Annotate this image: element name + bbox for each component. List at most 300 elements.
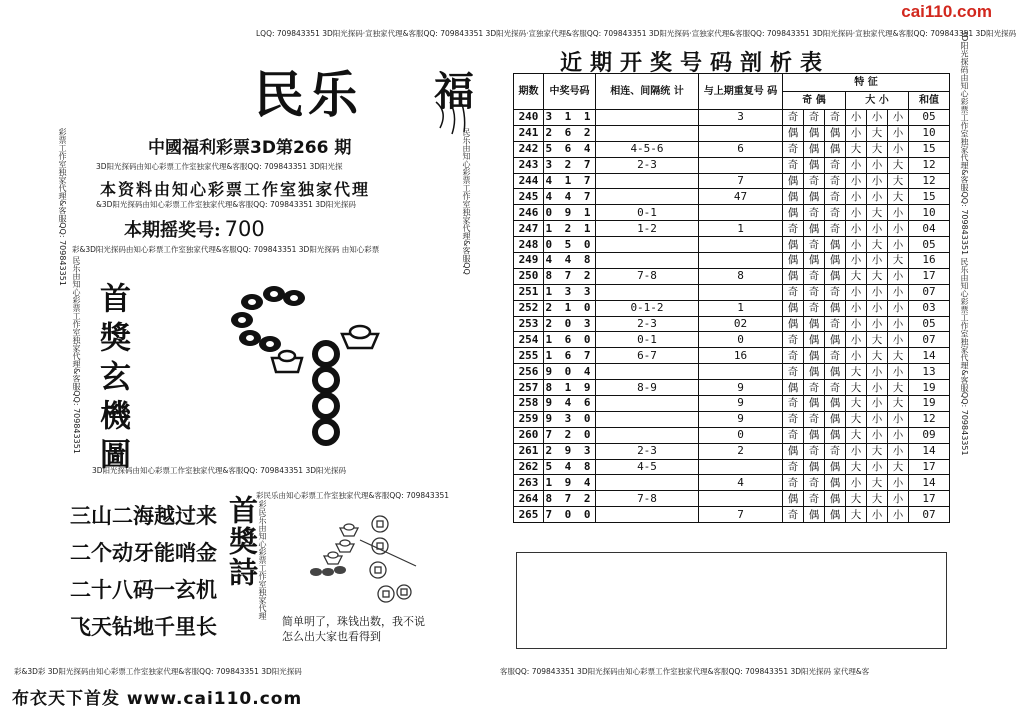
issue-cell: 245 [514, 189, 544, 205]
big-small-cell: 小 [888, 125, 909, 141]
header-sum: 和值 [909, 92, 950, 110]
repeat-cell [699, 253, 783, 269]
issue-cell: 243 [514, 157, 544, 173]
repeat-cell [699, 125, 783, 141]
repeat-cell: 02 [699, 316, 783, 332]
table-row [514, 411, 950, 427]
odd-even-cell: 奇 [825, 284, 846, 300]
odd-even-cell: 奇 [825, 205, 846, 221]
big-small-cell: 大 [867, 475, 888, 491]
big-small-cell: 小 [888, 221, 909, 237]
issue-cell: 252 [514, 300, 544, 316]
odd-even-cell: 偶 [804, 189, 825, 205]
odd-even-cell: 奇 [783, 110, 804, 126]
repeat-cell: 2 [699, 443, 783, 459]
big-small-cell: 小 [867, 284, 888, 300]
big-small-cell: 大 [867, 491, 888, 507]
winning-number-cell: 2 1 0 [545, 301, 594, 315]
odd-even-cell: 偶 [804, 348, 825, 364]
table-row [514, 221, 950, 237]
odd-even-cell: 偶 [825, 332, 846, 348]
poem-block [70, 498, 217, 646]
big-small-cell: 小 [846, 284, 867, 300]
big-small-cell: 小 [867, 507, 888, 523]
odd-even-cell: 奇 [783, 427, 804, 443]
winning-number-cell: 5 6 4 [545, 142, 594, 156]
big-small-cell: 大 [846, 427, 867, 443]
odd-even-cell: 奇 [783, 221, 804, 237]
winning-number-cell: 9 4 6 [545, 396, 594, 410]
table-row [514, 110, 950, 126]
title-minle: 民乐 [254, 65, 362, 124]
big-small-cell: 小 [888, 141, 909, 157]
adjacent-cell [596, 253, 699, 269]
odd-even-cell: 偶 [783, 491, 804, 507]
jackpot-mystery-illustration [226, 282, 386, 452]
header-odd-even: 奇 偶 [783, 92, 846, 110]
odd-even-cell: 偶 [825, 475, 846, 491]
big-small-cell: 小 [888, 300, 909, 316]
adjacent-cell [596, 364, 699, 380]
adjacent-cell [596, 110, 699, 126]
sum-cell: 15 [909, 189, 950, 205]
repeat-cell: 0 [699, 427, 783, 443]
issue-cell: 256 [514, 364, 544, 380]
winning-number-cell: 8 1 9 [545, 380, 594, 394]
sum-cell: 14 [909, 443, 950, 459]
table-row [514, 396, 950, 412]
big-small-cell: 大 [867, 141, 888, 157]
sum-cell: 05 [909, 316, 950, 332]
adjacent-cell: 8-9 [596, 380, 699, 396]
odd-even-cell: 偶 [783, 173, 804, 189]
table-row [514, 300, 950, 316]
issue-cell: 255 [514, 348, 544, 364]
big-small-cell: 大 [888, 380, 909, 396]
ad-band-image-bottom: 3D阳光探码由知心彩票工作室独家代理&客服QQ: 709843351 3D阳光探码 [92, 466, 346, 475]
odd-even-cell: 偶 [804, 396, 825, 412]
odd-even-cell: 偶 [783, 189, 804, 205]
big-small-cell: 小 [846, 189, 867, 205]
adjacent-cell [596, 396, 699, 412]
odd-even-cell: 奇 [825, 110, 846, 126]
table-row [514, 380, 950, 396]
odd-even-cell: 奇 [825, 348, 846, 364]
repeat-cell [699, 459, 783, 475]
odd-even-cell: 偶 [825, 300, 846, 316]
header-big-small: 大 小 [846, 92, 909, 110]
odd-even-cell: 偶 [783, 237, 804, 253]
big-small-cell: 大 [846, 268, 867, 284]
big-small-cell: 小 [888, 411, 909, 427]
odd-even-cell: 奇 [804, 491, 825, 507]
odd-even-cell: 偶 [804, 157, 825, 173]
big-small-cell: 大 [867, 332, 888, 348]
poem-coin-illustration [296, 510, 446, 610]
odd-even-cell: 偶 [804, 427, 825, 443]
big-small-cell: 小 [846, 125, 867, 141]
odd-even-cell: 奇 [825, 380, 846, 396]
issue-cell: 259 [514, 411, 544, 427]
odd-even-cell: 偶 [825, 459, 846, 475]
winning-number-cell: 9 3 0 [545, 412, 594, 426]
header-features: 特 征 [783, 74, 950, 92]
adjacent-cell: 4-5-6 [596, 141, 699, 157]
odd-even-cell: 偶 [804, 253, 825, 269]
big-small-cell: 大 [867, 443, 888, 459]
sum-cell: 12 [909, 411, 950, 427]
big-small-cell: 小 [867, 380, 888, 396]
odd-even-cell: 偶 [804, 221, 825, 237]
adjacent-cell [596, 173, 699, 189]
table-title: 近期开奖号码剖析表 [560, 50, 831, 76]
adjacent-cell [596, 189, 699, 205]
big-small-cell: 小 [846, 332, 867, 348]
fu-decoration-tassel [428, 98, 472, 138]
big-small-cell: 大 [888, 157, 909, 173]
sum-cell: 10 [909, 205, 950, 221]
big-small-cell: 大 [846, 141, 867, 157]
repeat-cell [699, 237, 783, 253]
big-small-cell: 小 [888, 332, 909, 348]
table-row [514, 443, 950, 459]
winning-number-cell: 2 0 3 [545, 317, 594, 331]
odd-even-cell: 奇 [825, 189, 846, 205]
big-small-cell: 大 [888, 396, 909, 412]
table-header-row [514, 74, 950, 92]
sum-cell: 07 [909, 507, 950, 523]
blank-notes-box [516, 552, 947, 649]
ad-band-lower: &3D阳光探码由知心彩票工作室独家代理&客服QQ: 709843351 3D阳光探码 [96, 200, 356, 209]
odd-even-cell: 奇 [804, 205, 825, 221]
odd-even-cell: 奇 [783, 141, 804, 157]
odd-even-cell: 奇 [783, 475, 804, 491]
sum-cell: 16 [909, 253, 950, 269]
sum-cell: 15 [909, 141, 950, 157]
odd-even-cell: 奇 [804, 268, 825, 284]
site-url[interactable]: cai110.com [901, 2, 992, 21]
table-row [514, 475, 950, 491]
sum-cell: 07 [909, 332, 950, 348]
big-small-cell: 大 [888, 253, 909, 269]
big-small-cell: 大 [867, 348, 888, 364]
repeat-cell [699, 491, 783, 507]
odd-even-cell: 奇 [804, 475, 825, 491]
odd-even-cell: 偶 [825, 507, 846, 523]
bottom-right-ad-strip: 客服QQ: 709843351 3D阳光探码由知心彩票工作室独家代理&客服QQ: 709843351 3D阳光探码 家代理&客 [500, 667, 870, 676]
issue-cell: 240 [514, 110, 544, 126]
vertical-ad-strip-left: 彩票工作室独家代理&客服QQ: 709843351 [58, 128, 67, 286]
big-small-cell: 小 [846, 475, 867, 491]
adjacent-cell: 7-8 [596, 268, 699, 284]
sum-cell: 12 [909, 157, 950, 173]
repeat-cell: 1 [699, 300, 783, 316]
issue-cell: 249 [514, 253, 544, 269]
ad-band-mid: 彩&3D阳光探码由知心彩票工作室独家代理&客服QQ: 709843351 3D阳光探码 由知心彩票 [72, 245, 380, 254]
big-small-cell: 大 [846, 380, 867, 396]
adjacent-cell: 2-3 [596, 157, 699, 173]
header-adjacent: 相连、间隔统 计 [596, 74, 699, 110]
repeat-cell: 8 [699, 268, 783, 284]
odd-even-cell: 奇 [783, 507, 804, 523]
table-row [514, 189, 950, 205]
poem-note-line: 怎么出大家也看得到 [282, 630, 381, 643]
big-small-cell: 大 [846, 364, 867, 380]
odd-even-cell: 偶 [804, 507, 825, 523]
big-small-cell: 小 [867, 253, 888, 269]
winning-number-cell: 3 1 1 [545, 110, 594, 124]
adjacent-cell: 0-1 [596, 332, 699, 348]
big-small-cell: 小 [888, 443, 909, 459]
header-number: 中奖号码 [544, 74, 596, 110]
big-small-cell: 小 [888, 110, 909, 126]
big-small-cell: 小 [846, 205, 867, 221]
table-body [514, 110, 950, 523]
winning-number-cell: 8 7 2 [545, 491, 594, 505]
odd-even-cell: 奇 [783, 284, 804, 300]
odd-even-cell: 偶 [825, 396, 846, 412]
poem-note [282, 614, 425, 644]
big-small-cell: 小 [867, 157, 888, 173]
odd-even-cell: 奇 [804, 443, 825, 459]
repeat-cell: 7 [699, 173, 783, 189]
top-ad-strip: LQQ: 709843351 3D阳光探码·宣独家代理&客服QQ: 709843351 3D阳光探码·宣独家代理&客服QQ: 709843351 3D阳光探码·宣独家代理&客服QQ: 709843351 3D阳光探码·宣独家代理&客服QQ: 709843351 3D阳光探码 [256, 29, 1016, 38]
sum-cell: 12 [909, 173, 950, 189]
odd-even-cell: 偶 [825, 253, 846, 269]
odd-even-cell: 偶 [783, 316, 804, 332]
odd-even-cell: 奇 [825, 221, 846, 237]
big-small-cell: 小 [867, 300, 888, 316]
big-small-cell: 小 [867, 459, 888, 475]
table-row [514, 253, 950, 269]
big-small-cell: 小 [846, 316, 867, 332]
big-small-cell: 小 [867, 411, 888, 427]
big-small-cell: 大 [867, 205, 888, 221]
vertical-ad-strip-left-inner: 民乐由知心彩票工作室独家代理&客服QQ: 709843351 [72, 256, 81, 454]
issue-cell: 261 [514, 443, 544, 459]
winning-number-cell: 4 4 7 [545, 189, 594, 203]
big-small-cell: 大 [888, 189, 909, 205]
odd-even-cell: 奇 [783, 396, 804, 412]
bottom-ad-strip: 彩&3D彩 3D阳光探码由知心彩票工作室独家代理&客服QQ: 709843351 3D阳光探码 [14, 667, 302, 676]
odd-even-cell: 偶 [825, 364, 846, 380]
repeat-cell: 3 [699, 110, 783, 126]
adjacent-cell: 1-2 [596, 221, 699, 237]
issue-cell: 265 [514, 507, 544, 523]
issue-line: 中國福利彩票3D第266 期 [148, 138, 352, 158]
draw-number-value: 700 [224, 217, 265, 241]
winning-number-cell: 1 2 1 [545, 221, 594, 235]
issue-cell: 257 [514, 380, 544, 396]
ad-band-poem: 彩民乐由知心彩票工作室独家代理&客服QQ: 709843351 [256, 491, 450, 500]
draw-number-line [124, 216, 265, 242]
table-row [514, 157, 950, 173]
poem-title: 首奬詩 [225, 495, 259, 588]
repeat-cell: 4 [699, 475, 783, 491]
odd-even-cell: 奇 [825, 443, 846, 459]
odd-even-cell: 偶 [825, 268, 846, 284]
fu-character: 福 [434, 68, 474, 115]
odd-even-cell: 奇 [804, 237, 825, 253]
repeat-cell: 1 [699, 221, 783, 237]
header-issue: 期数 [514, 74, 544, 110]
winning-number-cell: 7 0 0 [545, 507, 594, 521]
vertical-ad-strip-poem: 彩民乐由知心彩票工作室独家代理 [258, 500, 267, 620]
adjacent-cell: 7-8 [596, 491, 699, 507]
table-row [514, 316, 950, 332]
issue-cell: 250 [514, 268, 544, 284]
odd-even-cell: 偶 [783, 253, 804, 269]
big-small-cell: 小 [888, 491, 909, 507]
table-row [514, 284, 950, 300]
issue-cell: 241 [514, 125, 544, 141]
odd-even-cell: 奇 [804, 284, 825, 300]
repeat-cell [699, 364, 783, 380]
repeat-cell [699, 284, 783, 300]
repeat-cell: 47 [699, 189, 783, 205]
big-small-cell: 大 [846, 459, 867, 475]
coin-column [315, 343, 337, 443]
vertical-title-jackpot-chart: 首獎玄機圖 [94, 282, 130, 477]
big-small-cell: 小 [867, 110, 888, 126]
table-row [514, 507, 950, 523]
table-row [514, 459, 950, 475]
odd-even-cell: 偶 [783, 300, 804, 316]
issue-cell: 248 [514, 237, 544, 253]
big-small-cell: 小 [888, 316, 909, 332]
sum-cell: 17 [909, 268, 950, 284]
issue-cell: 262 [514, 459, 544, 475]
issue-cell: 251 [514, 284, 544, 300]
odd-even-cell: 偶 [783, 205, 804, 221]
winning-number-cell: 2 6 2 [545, 126, 594, 140]
big-small-cell: 小 [888, 364, 909, 380]
issue-cell: 244 [514, 173, 544, 189]
winning-number-cell: 0 5 0 [545, 237, 594, 251]
coin-arc [231, 286, 305, 352]
table-row [514, 427, 950, 443]
odd-even-cell: 偶 [825, 427, 846, 443]
odd-even-cell: 偶 [783, 443, 804, 459]
odd-even-cell: 偶 [804, 141, 825, 157]
odd-even-cell: 奇 [804, 110, 825, 126]
adjacent-cell [596, 507, 699, 523]
adjacent-cell: 2-3 [596, 443, 699, 459]
sum-cell: 17 [909, 491, 950, 507]
vertical-ad-strip-mid: 民乐由知心彩票工作室独家代理&客服QQ [462, 128, 471, 275]
sum-cell: 07 [909, 284, 950, 300]
sum-cell: 04 [909, 221, 950, 237]
big-small-cell: 小 [867, 221, 888, 237]
big-small-cell: 小 [867, 396, 888, 412]
repeat-cell [699, 205, 783, 221]
issue-cell: 254 [514, 332, 544, 348]
poem-line: 飞天钻地千里长 [70, 615, 217, 639]
header-repeat: 与上期重复号 码 [699, 74, 783, 110]
poem-line: 三山二海越过来 [70, 504, 217, 528]
footer-brand: 布衣天下首发 www.cai110.com [12, 689, 303, 709]
table-row [514, 491, 950, 507]
winning-number-cell: 7 2 0 [545, 428, 594, 442]
sum-cell: 05 [909, 237, 950, 253]
odd-even-cell: 奇 [804, 300, 825, 316]
table-row [514, 205, 950, 221]
winning-number-cell: 1 6 0 [545, 332, 594, 346]
big-small-cell: 小 [888, 237, 909, 253]
adjacent-cell: 0-1 [596, 205, 699, 221]
odd-even-cell: 奇 [804, 380, 825, 396]
odd-even-cell: 偶 [825, 411, 846, 427]
sum-cell: 14 [909, 348, 950, 364]
table-row [514, 173, 950, 189]
sum-cell: 13 [909, 364, 950, 380]
adjacent-cell [596, 125, 699, 141]
odd-even-cell: 奇 [825, 173, 846, 189]
big-small-cell: 小 [846, 157, 867, 173]
sum-cell: 19 [909, 396, 950, 412]
poem-note-line: 简单明了，珠钱出数，我不说 [282, 615, 425, 628]
big-small-cell: 小 [846, 237, 867, 253]
table-row [514, 332, 950, 348]
odd-even-cell: 偶 [783, 125, 804, 141]
issue-cell: 264 [514, 491, 544, 507]
big-small-cell: 小 [846, 348, 867, 364]
big-small-cell: 小 [846, 300, 867, 316]
odd-even-cell: 偶 [825, 491, 846, 507]
winning-number-cell: 4 1 7 [545, 174, 594, 187]
winning-number-cell: 0 9 1 [545, 205, 594, 219]
table-row [514, 268, 950, 284]
winning-number-cell: 2 9 3 [545, 444, 594, 458]
odd-even-cell: 奇 [804, 411, 825, 427]
table-row [514, 125, 950, 141]
big-small-cell: 小 [846, 173, 867, 189]
big-small-cell: 小 [888, 507, 909, 523]
winning-number-cell: 3 2 7 [545, 158, 594, 172]
adjacent-cell: 6-7 [596, 348, 699, 364]
adjacent-cell: 0-1-2 [596, 300, 699, 316]
big-small-cell: 小 [888, 427, 909, 443]
repeat-cell: 9 [699, 380, 783, 396]
issue-cell: 263 [514, 475, 544, 491]
repeat-cell [699, 157, 783, 173]
issue-cell: 258 [514, 396, 544, 412]
ad-band-upper: 3D阳光探码由知心彩票工作室独家代理&客服QQ: 709843351 3D阳光探 [96, 162, 343, 171]
adjacent-cell: 4-5 [596, 459, 699, 475]
adjacent-cell [596, 411, 699, 427]
issue-cell: 246 [514, 205, 544, 221]
odd-even-cell: 奇 [783, 459, 804, 475]
issue-cell: 253 [514, 316, 544, 332]
odd-even-cell: 奇 [804, 173, 825, 189]
sum-cell: 10 [909, 125, 950, 141]
winning-number-cell: 1 3 3 [545, 285, 594, 299]
big-small-cell: 小 [846, 443, 867, 459]
odd-even-cell: 偶 [804, 364, 825, 380]
odd-even-cell: 偶 [825, 125, 846, 141]
table-row [514, 237, 950, 253]
sum-cell: 05 [909, 110, 950, 126]
odd-even-cell: 奇 [783, 411, 804, 427]
big-small-cell: 大 [867, 268, 888, 284]
odd-even-cell: 奇 [825, 316, 846, 332]
vertical-ad-strip-right: 3D阳光探码由知心彩票工作室独家代理&客服QQ: 709843351 民乐由知心彩票工作室独家代理&客服QQ: 709843351 [960, 30, 969, 456]
odd-even-cell: 偶 [825, 141, 846, 157]
big-small-cell: 小 [867, 427, 888, 443]
big-small-cell: 大 [846, 411, 867, 427]
big-small-cell: 小 [867, 316, 888, 332]
big-small-cell: 小 [846, 253, 867, 269]
